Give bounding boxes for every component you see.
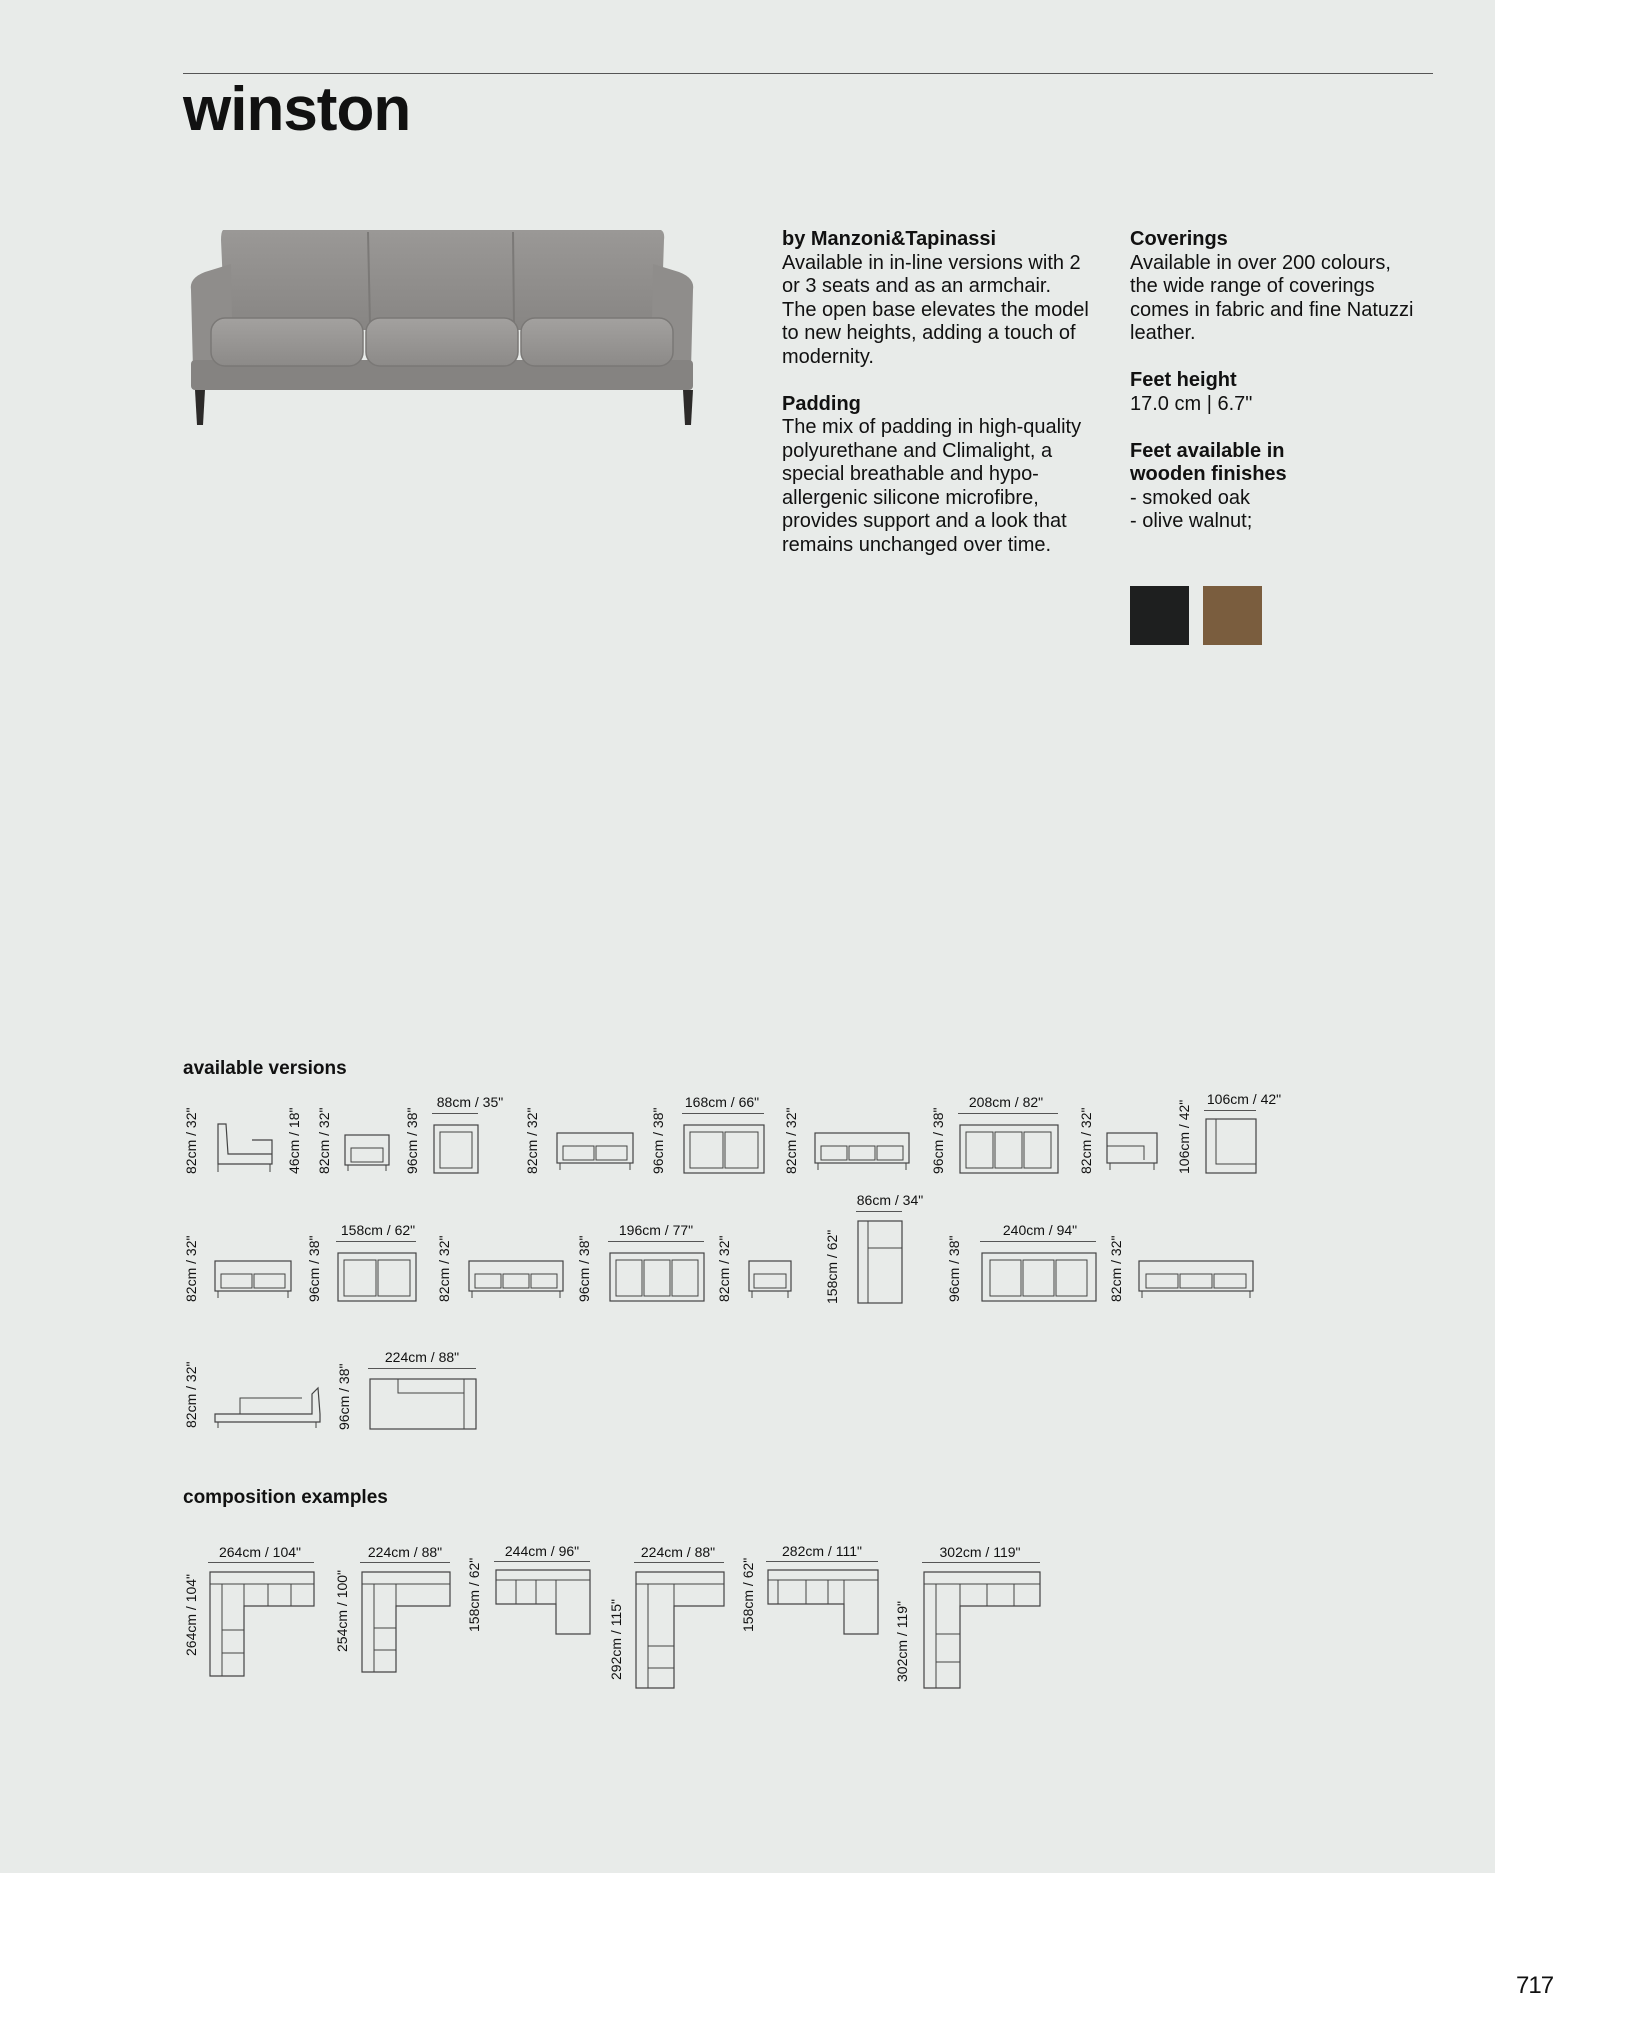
corner-composition-1-icon	[208, 1570, 316, 1680]
compositions-heading: composition examples	[183, 1487, 388, 1508]
dim-width: 240cm / 94"	[1002, 1222, 1078, 1238]
three-seat-element-top-icon	[608, 1250, 706, 1304]
dim-height: 82cm / 32"	[316, 1107, 332, 1174]
dim-width: 302cm / 119"	[939, 1544, 1021, 1560]
chaise-longue-front-icon	[212, 1384, 322, 1430]
dim-width: 224cm / 88"	[640, 1544, 716, 1560]
dim-depth: 96cm / 38"	[306, 1235, 322, 1302]
armchair-top-icon	[432, 1122, 480, 1176]
finish-item: - olive walnut;	[1130, 510, 1253, 532]
designer-text: Available in in-line versions with 2 or 3 seats and as an armchair. The open base elevates the model to new heights, adding a touch of modernity.	[782, 251, 1089, 368]
dim-height: 82cm / 32"	[783, 1107, 799, 1174]
dim-height: 82cm / 32"	[436, 1235, 452, 1302]
dim-width: 282cm / 111"	[782, 1543, 862, 1559]
three-seat-sofa-top-icon	[958, 1122, 1060, 1176]
dim-width: 88cm / 35"	[436, 1094, 504, 1110]
padding-heading: Padding	[782, 392, 861, 415]
page-number: 717	[1516, 1972, 1554, 1999]
chaise-composition-1-icon	[494, 1568, 592, 1638]
dim-depth: 302cm / 119"	[894, 1601, 910, 1682]
dim-depth: 96cm / 38"	[946, 1235, 962, 1302]
three-seat-element-front-icon	[466, 1258, 566, 1302]
feet-height-heading: Feet height	[1130, 369, 1237, 391]
dim-width: 168cm / 66"	[684, 1094, 760, 1110]
versions-heading: available versions	[183, 1058, 347, 1079]
one-seat-element-front-icon	[746, 1258, 794, 1302]
chaise-composition-2-icon	[766, 1568, 880, 1638]
description-column	[782, 228, 1102, 557]
padding-text: The mix of padding in high-quality polyurethane and Climalight, a special breathable and hypo- allergenic silicone microfibre, provides support and a look that remains unchanged over time.	[782, 416, 1082, 556]
large-three-seat-sofa-front-icon	[1136, 1258, 1256, 1302]
swatch-olive-walnut	[1203, 586, 1262, 645]
corner-composition-2-icon	[360, 1570, 452, 1676]
coverings-heading: Coverings	[1130, 228, 1228, 250]
designer-heading: by Manzoni&Tapinassi	[782, 228, 997, 250]
dim-depth: 96cm / 38"	[650, 1107, 666, 1174]
dim-width: 224cm / 88"	[384, 1349, 460, 1365]
dim-height: 82cm / 32"	[183, 1235, 199, 1302]
dim-depth: 264cm / 104"	[183, 1573, 199, 1656]
dim-width: 196cm / 77"	[618, 1222, 694, 1238]
dim-width: 158cm / 62"	[340, 1222, 416, 1238]
dim-seat-height: 46cm / 18"	[286, 1107, 302, 1174]
dim-width: 224cm / 88"	[367, 1544, 443, 1560]
corner-element-top-icon	[1204, 1116, 1258, 1176]
two-seat-sofa-top-icon	[682, 1122, 766, 1176]
dim-depth: 106cm / 42"	[1176, 1099, 1192, 1174]
dim-width: 208cm / 82"	[968, 1094, 1044, 1110]
large-three-seat-sofa-top-icon	[980, 1250, 1098, 1304]
dim-depth: 292cm / 115"	[608, 1599, 624, 1680]
dim-height: 82cm / 32"	[183, 1107, 199, 1174]
dim-depth: 158cm / 62"	[824, 1229, 840, 1304]
dim-width: 86cm / 34"	[856, 1192, 924, 1208]
three-seat-sofa-front-icon	[812, 1130, 912, 1174]
dim-height: 82cm / 32"	[1078, 1107, 1094, 1174]
dim-depth: 158cm / 62"	[740, 1557, 756, 1632]
corner-element-front-icon	[1104, 1130, 1160, 1174]
dim-height: 82cm / 32"	[1108, 1235, 1124, 1302]
corner-composition-3-icon	[634, 1570, 726, 1692]
dim-depth: 96cm / 38"	[336, 1363, 352, 1430]
chaise-longue-top-icon	[368, 1376, 478, 1432]
dim-depth: 96cm / 38"	[404, 1107, 420, 1174]
dim-height: 82cm / 32"	[716, 1235, 732, 1302]
finish-item: - smoked oak	[1130, 486, 1251, 509]
dim-height: 82cm / 32"	[183, 1361, 199, 1428]
dim-depth: 158cm / 62"	[466, 1557, 482, 1632]
product-title: winston	[183, 75, 411, 144]
dim-width: 244cm / 96"	[504, 1543, 580, 1559]
dim-depth: 254cm / 100"	[334, 1569, 350, 1652]
dim-depth: 96cm / 38"	[930, 1107, 946, 1174]
dim-depth: 96cm / 38"	[576, 1235, 592, 1302]
corner-composition-4-icon	[922, 1570, 1042, 1692]
two-seat-element-front-icon	[212, 1258, 294, 1302]
armchair-front-icon	[342, 1132, 392, 1172]
feet-height-text: 17.0 cm | 6.7"	[1130, 392, 1253, 415]
armchair-side-view-icon	[212, 1120, 278, 1176]
feet-finishes-heading: Feet available in wooden finishes	[1130, 439, 1287, 485]
two-seat-element-top-icon	[336, 1250, 418, 1304]
dim-width: 264cm / 104"	[218, 1544, 302, 1560]
coverings-text: Available in over 200 colours, the wide range of coverings comes in fabric and fine Natuzzi leather.	[1130, 251, 1414, 344]
dim-height: 82cm / 32"	[524, 1107, 540, 1174]
two-seat-sofa-front-icon	[554, 1130, 636, 1174]
sofa-photo	[183, 220, 703, 430]
swatch-smoked-oak	[1130, 586, 1189, 645]
dim-width: 106cm / 42"	[1206, 1091, 1282, 1107]
chaise-element-top-icon	[856, 1218, 904, 1306]
specs-column	[1130, 228, 1430, 534]
